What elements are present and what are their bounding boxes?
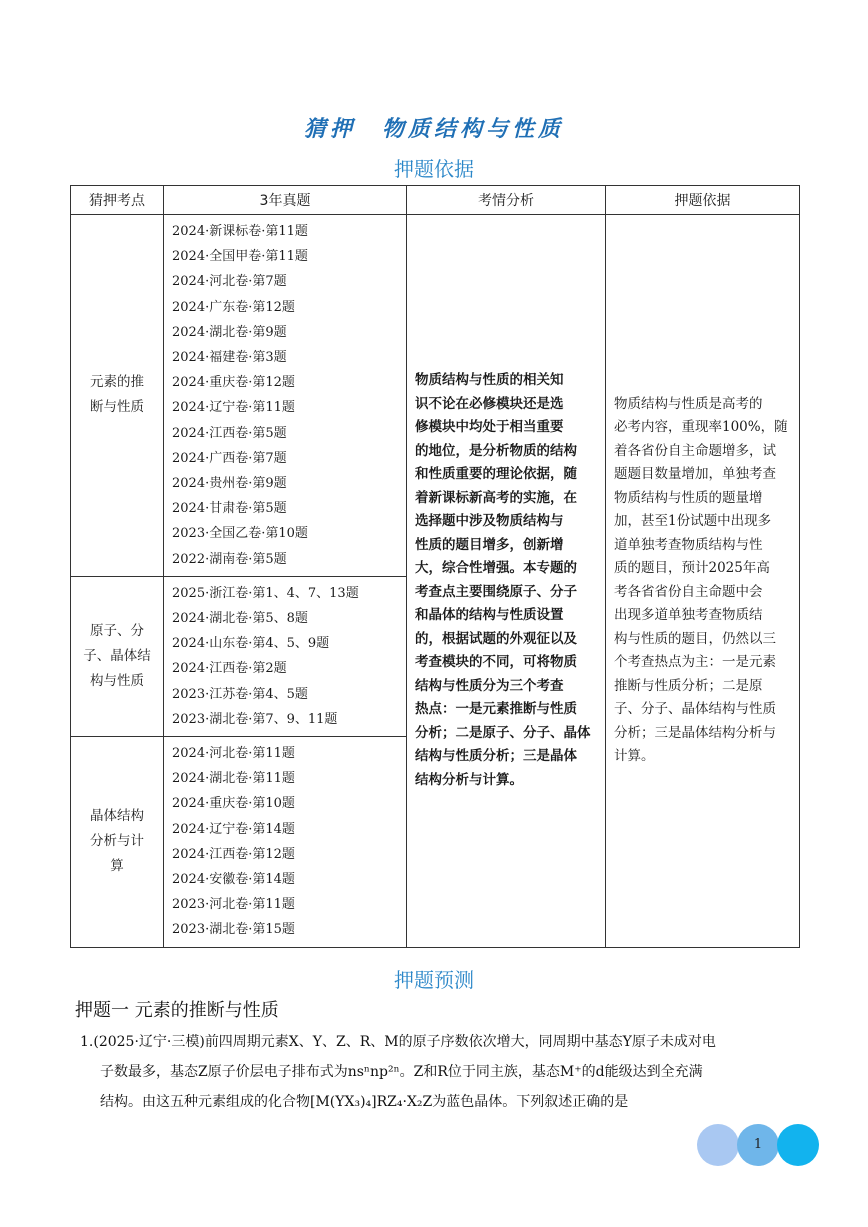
year-item: 2024·河北卷·第7题 bbox=[172, 274, 287, 290]
forecast-heading: 押题预测 bbox=[394, 968, 474, 992]
years-cell bbox=[164, 215, 407, 577]
year-item: 2023·全国乙卷·第10题 bbox=[172, 526, 308, 542]
year-item: 2024·贵州卷·第9题 bbox=[172, 476, 287, 492]
decor-circle bbox=[697, 1124, 739, 1166]
year-item: 2023·江苏卷·第4、5题 bbox=[172, 686, 308, 702]
year-item: 2024·江西卷·第5题 bbox=[172, 425, 287, 441]
table-header-row bbox=[71, 186, 800, 215]
header-basis: 押题依据 bbox=[606, 186, 800, 215]
year-item: 2024·湖北卷·第5、8题 bbox=[172, 611, 308, 627]
year-item: 2024·湖北卷·第11题 bbox=[172, 771, 295, 787]
page-indicator bbox=[697, 1124, 823, 1168]
table-row bbox=[71, 215, 800, 577]
header-analysis: 考情分析 bbox=[407, 186, 606, 215]
year-item: 2024·湖北卷·第9题 bbox=[172, 324, 287, 340]
year-item: 2024·江西卷·第12题 bbox=[172, 846, 295, 862]
header-point: 猜押考点 bbox=[71, 186, 164, 215]
question-source: (2025·辽宁·三模) bbox=[93, 1034, 205, 1050]
basis-cell: 物质结构与性质是高考的 必考内容，重现率100%，随 着各省份自主命题增多，试 题题目数量增加，单独考查 物质结构与性质的题量增 加，甚至1份试题中出现多 道单独考查物质结构与性 质的题目，预计2025年高 考各省省份自主命题中会 出现多道单独考查物质结 构与性质的题目，仍然以三 个考查热点为主：一是元素 推断与性质分析；二是原 子、分子、晶体结构与性质 分析；三是晶体结构分析与 计算。 bbox=[606, 215, 800, 948]
year-item: 2024·辽宁卷·第11题 bbox=[172, 400, 295, 416]
year-item: 2024·新课标卷·第11题 bbox=[172, 224, 308, 239]
question-line-1: 前四周期元素X、Y、Z、R、M的原子序数依次增大，同周期中基态Y原子未成对电 bbox=[204, 1034, 716, 1050]
year-item: 2024·甘肃卷·第5题 bbox=[172, 501, 287, 517]
question-line-3: 结构。由这五种元素组成的化合物[M(YX₃)₄]RZ₄·X₂Z为蓝色晶体。下列叙述正确的是 bbox=[100, 1094, 629, 1110]
year-item: 2024·福建卷·第3题 bbox=[172, 350, 287, 366]
years-cell bbox=[164, 737, 407, 948]
year-item: 2024·辽宁卷·第14题 bbox=[172, 821, 295, 837]
year-item: 2022·湖南卷·第5题 bbox=[172, 551, 287, 567]
analysis-cell: 物质结构与性质的相关知 识不论在必修模块还是选 修模块中均处于相当重要 的地位，是分析物质的结构 和性质重要的理论依据，随 着新课标新高考的实施，在 选择题中涉及物质结构与 性质的题目增多，创新增 大，综合性增强。本专题的 考查点主要围绕原子、分子 和晶体的结构与性质设置 的，根据试题的外观征以及 考查模块的不同，可将物质 结构与性质分为三个考查 热点：一是元素推断与性质 分析；二是原子、分子、晶体 结构与性质分析；三是晶体 结构分析与计算。 bbox=[407, 215, 606, 948]
year-item: 2024·山东卷·第4、5、9题 bbox=[172, 636, 330, 652]
decor-circle bbox=[777, 1124, 819, 1166]
page-number: 1 bbox=[753, 1137, 763, 1152]
point-cell: 晶体结构 分析与计 算 bbox=[71, 737, 164, 948]
sub-heading: 押题一 元素的推断与性质 bbox=[75, 1000, 279, 1021]
year-item: 2023·湖北卷·第7、9、11题 bbox=[172, 711, 338, 727]
year-item: 2024·广西卷·第7题 bbox=[172, 450, 287, 466]
year-item: 2023·湖北卷·第15题 bbox=[172, 922, 295, 938]
question-line-2: 子数最多，基态Z原子价层电子排布式为nsⁿnp²ⁿ。Z和R位于同主族，基态M⁺的d能级达到全充满 bbox=[100, 1064, 703, 1080]
year-item: 2024·江西卷·第2题 bbox=[172, 661, 287, 677]
header-years: 3年真题 bbox=[164, 186, 407, 215]
year-item: 2024·重庆卷·第10题 bbox=[172, 796, 295, 812]
point-cell: 原子、分 子、晶体结 构与性质 bbox=[71, 576, 164, 736]
years-cell bbox=[164, 576, 407, 736]
year-item: 2024·重庆卷·第12题 bbox=[172, 375, 295, 391]
year-item: 2024·安徽卷·第14题 bbox=[172, 872, 295, 888]
year-item: 2024·全国甲卷·第11题 bbox=[172, 249, 308, 265]
year-item: 2024·广东卷·第12题 bbox=[172, 299, 295, 315]
question-number: 1. bbox=[80, 1034, 94, 1050]
page-title: 猜押 物质结构与性质 bbox=[303, 116, 564, 142]
question-1 bbox=[80, 1027, 800, 1117]
year-item: 2024·河北卷·第11题 bbox=[172, 746, 295, 762]
point-cell: 元素的推 断与性质 bbox=[71, 215, 164, 577]
year-item: 2025·浙江卷·第1、4、7、13题 bbox=[172, 585, 359, 601]
exam-table bbox=[70, 185, 800, 948]
year-item: 2023·河北卷·第11题 bbox=[172, 897, 295, 913]
basis-heading: 押题依据 bbox=[394, 157, 474, 181]
